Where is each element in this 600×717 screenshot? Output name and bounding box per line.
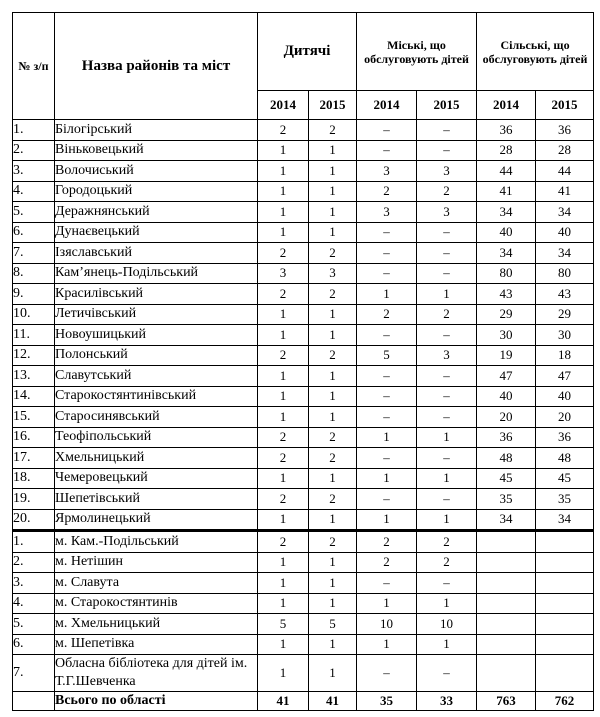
- total-value-cell: 35: [357, 692, 417, 711]
- value-cell: 2: [258, 489, 309, 510]
- district-row: [13, 202, 594, 223]
- value-cell: 48: [536, 448, 594, 469]
- value-cell: –: [417, 325, 477, 346]
- row-name: Хмельницький: [55, 448, 258, 469]
- row-number: 1.: [13, 531, 55, 553]
- value-cell: 1: [309, 222, 357, 243]
- col-number-header: № з/п: [13, 13, 55, 120]
- year-header: 2015: [309, 91, 357, 120]
- value-cell: –: [357, 489, 417, 510]
- row-name: Кам’янець-Подільський: [55, 263, 258, 284]
- district-row: [13, 181, 594, 202]
- district-row: [13, 427, 594, 448]
- row-name: Волочиський: [55, 161, 258, 182]
- row-name: Летичівський: [55, 304, 258, 325]
- year-header: 2014: [357, 91, 417, 120]
- value-cell: 1: [357, 593, 417, 614]
- value-cell: 19: [477, 345, 536, 366]
- table-body: [13, 120, 594, 711]
- district-row: [13, 509, 594, 531]
- value-cell: [477, 655, 536, 692]
- value-cell: [536, 655, 594, 692]
- value-cell: 2: [258, 243, 309, 264]
- value-cell: 45: [477, 468, 536, 489]
- value-cell: 1: [258, 573, 309, 594]
- value-cell: 34: [477, 202, 536, 223]
- value-cell: –: [357, 573, 417, 594]
- row-number: 6.: [13, 222, 55, 243]
- value-cell: 41: [477, 181, 536, 202]
- value-cell: 45: [536, 468, 594, 489]
- value-cell: –: [357, 243, 417, 264]
- value-cell: 44: [536, 161, 594, 182]
- value-cell: 40: [536, 222, 594, 243]
- value-cell: 40: [477, 386, 536, 407]
- value-cell: 3: [357, 202, 417, 223]
- value-cell: –: [357, 263, 417, 284]
- row-number: 8.: [13, 263, 55, 284]
- row-name: Ізяславський: [55, 243, 258, 264]
- year-header: 2014: [477, 91, 536, 120]
- row-number: 3.: [13, 573, 55, 594]
- value-cell: 2: [309, 489, 357, 510]
- row-number: 6.: [13, 634, 55, 655]
- district-row: [13, 263, 594, 284]
- district-row: [13, 140, 594, 161]
- value-cell: 2: [417, 181, 477, 202]
- value-cell: [536, 552, 594, 573]
- value-cell: 1: [258, 222, 309, 243]
- value-cell: 2: [417, 304, 477, 325]
- district-row: [13, 304, 594, 325]
- total-value-cell: 41: [258, 692, 309, 711]
- value-cell: 1: [417, 634, 477, 655]
- value-cell: –: [357, 448, 417, 469]
- row-name: м. Шепетівка: [55, 634, 258, 655]
- row-name: Білогірський: [55, 120, 258, 141]
- row-number: 7.: [13, 243, 55, 264]
- value-cell: 1: [357, 427, 417, 448]
- row-number: 13.: [13, 366, 55, 387]
- value-cell: 43: [536, 284, 594, 305]
- row-name: Теофіпольський: [55, 427, 258, 448]
- total-value-cell: 41: [309, 692, 357, 711]
- value-cell: 47: [477, 366, 536, 387]
- value-cell: 40: [477, 222, 536, 243]
- value-cell: –: [417, 448, 477, 469]
- value-cell: 48: [477, 448, 536, 469]
- total-value-cell: 33: [417, 692, 477, 711]
- value-cell: 28: [477, 140, 536, 161]
- value-cell: 3: [357, 161, 417, 182]
- value-cell: 28: [536, 140, 594, 161]
- row-name: Чемеровецький: [55, 468, 258, 489]
- value-cell: –: [357, 140, 417, 161]
- value-cell: –: [357, 366, 417, 387]
- value-cell: 1: [417, 284, 477, 305]
- row-number: 4.: [13, 181, 55, 202]
- value-cell: 1: [258, 593, 309, 614]
- value-cell: 80: [477, 263, 536, 284]
- value-cell: 5: [309, 614, 357, 635]
- value-cell: [477, 531, 536, 553]
- value-cell: 1: [258, 140, 309, 161]
- value-cell: –: [357, 120, 417, 141]
- value-cell: 2: [309, 531, 357, 553]
- libraries-table: [12, 12, 594, 711]
- district-row: [13, 161, 594, 182]
- value-cell: 35: [536, 489, 594, 510]
- row-name: Дунаєвецький: [55, 222, 258, 243]
- row-name: Старокостянтинівський: [55, 386, 258, 407]
- value-cell: 10: [417, 614, 477, 635]
- value-cell: 1: [309, 386, 357, 407]
- value-cell: [536, 614, 594, 635]
- value-cell: 1: [309, 593, 357, 614]
- value-cell: 1: [309, 304, 357, 325]
- value-cell: 36: [536, 120, 594, 141]
- value-cell: 1: [417, 593, 477, 614]
- total-value-cell: 763: [477, 692, 536, 711]
- value-cell: 1: [309, 573, 357, 594]
- row-name: м. Хмельницький: [55, 614, 258, 635]
- total-number-cell: [13, 692, 55, 711]
- year-header: 2014: [258, 91, 309, 120]
- value-cell: 1: [309, 140, 357, 161]
- value-cell: 5: [357, 345, 417, 366]
- value-cell: 2: [309, 243, 357, 264]
- value-cell: 2: [417, 552, 477, 573]
- district-row: [13, 222, 594, 243]
- district-row: [13, 386, 594, 407]
- value-cell: 1: [258, 304, 309, 325]
- value-cell: –: [417, 243, 477, 264]
- value-cell: 1: [357, 468, 417, 489]
- district-row: [13, 284, 594, 305]
- value-cell: 2: [309, 345, 357, 366]
- row-name: м. Кам.-Подільський: [55, 531, 258, 553]
- district-row: [13, 366, 594, 387]
- row-number: 18.: [13, 468, 55, 489]
- value-cell: 1: [417, 509, 477, 531]
- row-number: 12.: [13, 345, 55, 366]
- value-cell: [477, 552, 536, 573]
- value-cell: 40: [536, 386, 594, 407]
- value-cell: 1: [309, 202, 357, 223]
- value-cell: 5: [258, 614, 309, 635]
- value-cell: 2: [357, 552, 417, 573]
- value-cell: 1: [309, 366, 357, 387]
- city-row: [13, 634, 594, 655]
- value-cell: 35: [477, 489, 536, 510]
- district-row: [13, 120, 594, 141]
- row-name: Шепетівський: [55, 489, 258, 510]
- value-cell: 2: [309, 448, 357, 469]
- value-cell: 3: [417, 345, 477, 366]
- value-cell: [477, 573, 536, 594]
- row-name: Віньковецький: [55, 140, 258, 161]
- row-number: 2.: [13, 140, 55, 161]
- city-row: [13, 573, 594, 594]
- value-cell: 80: [536, 263, 594, 284]
- value-cell: 1: [309, 407, 357, 428]
- value-cell: 34: [477, 509, 536, 531]
- value-cell: –: [357, 222, 417, 243]
- col-rural-header: Сільські, що обслуговують дітей: [477, 13, 594, 91]
- value-cell: 30: [477, 325, 536, 346]
- value-cell: [536, 531, 594, 553]
- value-cell: 1: [258, 509, 309, 531]
- value-cell: [536, 573, 594, 594]
- row-name: Деражнянський: [55, 202, 258, 223]
- value-cell: 18: [536, 345, 594, 366]
- value-cell: 3: [417, 202, 477, 223]
- value-cell: 2: [309, 427, 357, 448]
- value-cell: –: [417, 140, 477, 161]
- row-number: 10.: [13, 304, 55, 325]
- city-row: [13, 552, 594, 573]
- row-name: Городоцький: [55, 181, 258, 202]
- value-cell: 29: [536, 304, 594, 325]
- row-number: 16.: [13, 427, 55, 448]
- value-cell: 1: [258, 655, 309, 692]
- row-number: 9.: [13, 284, 55, 305]
- row-number: 1.: [13, 120, 55, 141]
- row-name: м. Старокостянтинів: [55, 593, 258, 614]
- district-row: [13, 243, 594, 264]
- district-row: [13, 448, 594, 469]
- value-cell: 47: [536, 366, 594, 387]
- value-cell: [477, 634, 536, 655]
- row-number: 15.: [13, 407, 55, 428]
- value-cell: –: [417, 489, 477, 510]
- row-name: Старосинявський: [55, 407, 258, 428]
- value-cell: 1: [258, 468, 309, 489]
- value-cell: –: [357, 386, 417, 407]
- value-cell: 34: [536, 243, 594, 264]
- value-cell: –: [417, 655, 477, 692]
- value-cell: 3: [258, 263, 309, 284]
- district-row: [13, 407, 594, 428]
- value-cell: 34: [536, 509, 594, 531]
- value-cell: 1: [309, 161, 357, 182]
- value-cell: 1: [258, 552, 309, 573]
- value-cell: 36: [536, 427, 594, 448]
- value-cell: –: [417, 263, 477, 284]
- value-cell: –: [417, 573, 477, 594]
- value-cell: 1: [309, 634, 357, 655]
- year-header: 2015: [536, 91, 594, 120]
- value-cell: [536, 593, 594, 614]
- value-cell: 3: [309, 263, 357, 284]
- value-cell: 1: [309, 181, 357, 202]
- value-cell: 2: [258, 284, 309, 305]
- value-cell: –: [357, 407, 417, 428]
- value-cell: [536, 634, 594, 655]
- row-name: Полонський: [55, 345, 258, 366]
- row-number: 19.: [13, 489, 55, 510]
- value-cell: 1: [309, 655, 357, 692]
- value-cell: 1: [258, 325, 309, 346]
- value-cell: –: [417, 386, 477, 407]
- value-cell: 1: [417, 427, 477, 448]
- value-cell: 1: [309, 509, 357, 531]
- value-cell: 1: [309, 552, 357, 573]
- total-value-cell: 762: [536, 692, 594, 711]
- value-cell: –: [357, 325, 417, 346]
- value-cell: 36: [477, 120, 536, 141]
- city-row: [13, 614, 594, 635]
- row-number: 7.: [13, 655, 55, 692]
- value-cell: 20: [536, 407, 594, 428]
- row-name: Обласна бібліотека для дітей ім. Т.Г.Шевченка: [55, 655, 258, 692]
- row-number: 14.: [13, 386, 55, 407]
- value-cell: 43: [477, 284, 536, 305]
- total-row: [13, 692, 594, 711]
- value-cell: 1: [258, 161, 309, 182]
- value-cell: 1: [258, 181, 309, 202]
- value-cell: 30: [536, 325, 594, 346]
- value-cell: 1: [258, 386, 309, 407]
- value-cell: 2: [309, 284, 357, 305]
- value-cell: 2: [258, 345, 309, 366]
- row-name: м. Славута: [55, 573, 258, 594]
- value-cell: 10: [357, 614, 417, 635]
- value-cell: 41: [536, 181, 594, 202]
- value-cell: –: [357, 655, 417, 692]
- value-cell: 2: [258, 448, 309, 469]
- value-cell: 1: [357, 634, 417, 655]
- row-name: Ярмолинецький: [55, 509, 258, 531]
- value-cell: 2: [258, 427, 309, 448]
- row-name: Славутський: [55, 366, 258, 387]
- value-cell: 2: [357, 304, 417, 325]
- value-cell: 1: [309, 468, 357, 489]
- value-cell: 2: [258, 531, 309, 553]
- value-cell: 2: [417, 531, 477, 553]
- district-row: [13, 345, 594, 366]
- value-cell: –: [417, 222, 477, 243]
- value-cell: 44: [477, 161, 536, 182]
- value-cell: [477, 614, 536, 635]
- row-number: 2.: [13, 552, 55, 573]
- value-cell: 2: [357, 531, 417, 553]
- row-number: 3.: [13, 161, 55, 182]
- row-number: 4.: [13, 593, 55, 614]
- value-cell: 1: [357, 284, 417, 305]
- row-number: 5.: [13, 614, 55, 635]
- value-cell: 20: [477, 407, 536, 428]
- district-row: [13, 489, 594, 510]
- value-cell: 1: [258, 407, 309, 428]
- value-cell: –: [417, 407, 477, 428]
- city-row: [13, 531, 594, 553]
- value-cell: 1: [309, 325, 357, 346]
- value-cell: 1: [417, 468, 477, 489]
- row-number: 5.: [13, 202, 55, 223]
- city-row: [13, 593, 594, 614]
- value-cell: 1: [258, 366, 309, 387]
- value-cell: –: [417, 366, 477, 387]
- value-cell: [477, 593, 536, 614]
- col-children-header: Дитячі: [258, 13, 357, 91]
- row-name: м. Нетішин: [55, 552, 258, 573]
- value-cell: 34: [536, 202, 594, 223]
- col-name-header: Назва районів та міст: [55, 13, 258, 120]
- district-row: [13, 325, 594, 346]
- year-header: 2015: [417, 91, 477, 120]
- value-cell: 3: [417, 161, 477, 182]
- col-urban-header: Міські, що обслуговують дітей: [357, 13, 477, 91]
- city-row: [13, 655, 594, 692]
- total-label: Всього по області: [55, 692, 258, 711]
- value-cell: 34: [477, 243, 536, 264]
- district-row: [13, 468, 594, 489]
- value-cell: 1: [258, 202, 309, 223]
- row-name: Красилівський: [55, 284, 258, 305]
- row-number: 20.: [13, 509, 55, 531]
- value-cell: 29: [477, 304, 536, 325]
- value-cell: 36: [477, 427, 536, 448]
- value-cell: 2: [309, 120, 357, 141]
- value-cell: 2: [258, 120, 309, 141]
- value-cell: 1: [258, 634, 309, 655]
- value-cell: –: [417, 120, 477, 141]
- row-number: 17.: [13, 448, 55, 469]
- row-number: 11.: [13, 325, 55, 346]
- value-cell: 2: [357, 181, 417, 202]
- value-cell: 1: [357, 509, 417, 531]
- row-name: Новоушицький: [55, 325, 258, 346]
